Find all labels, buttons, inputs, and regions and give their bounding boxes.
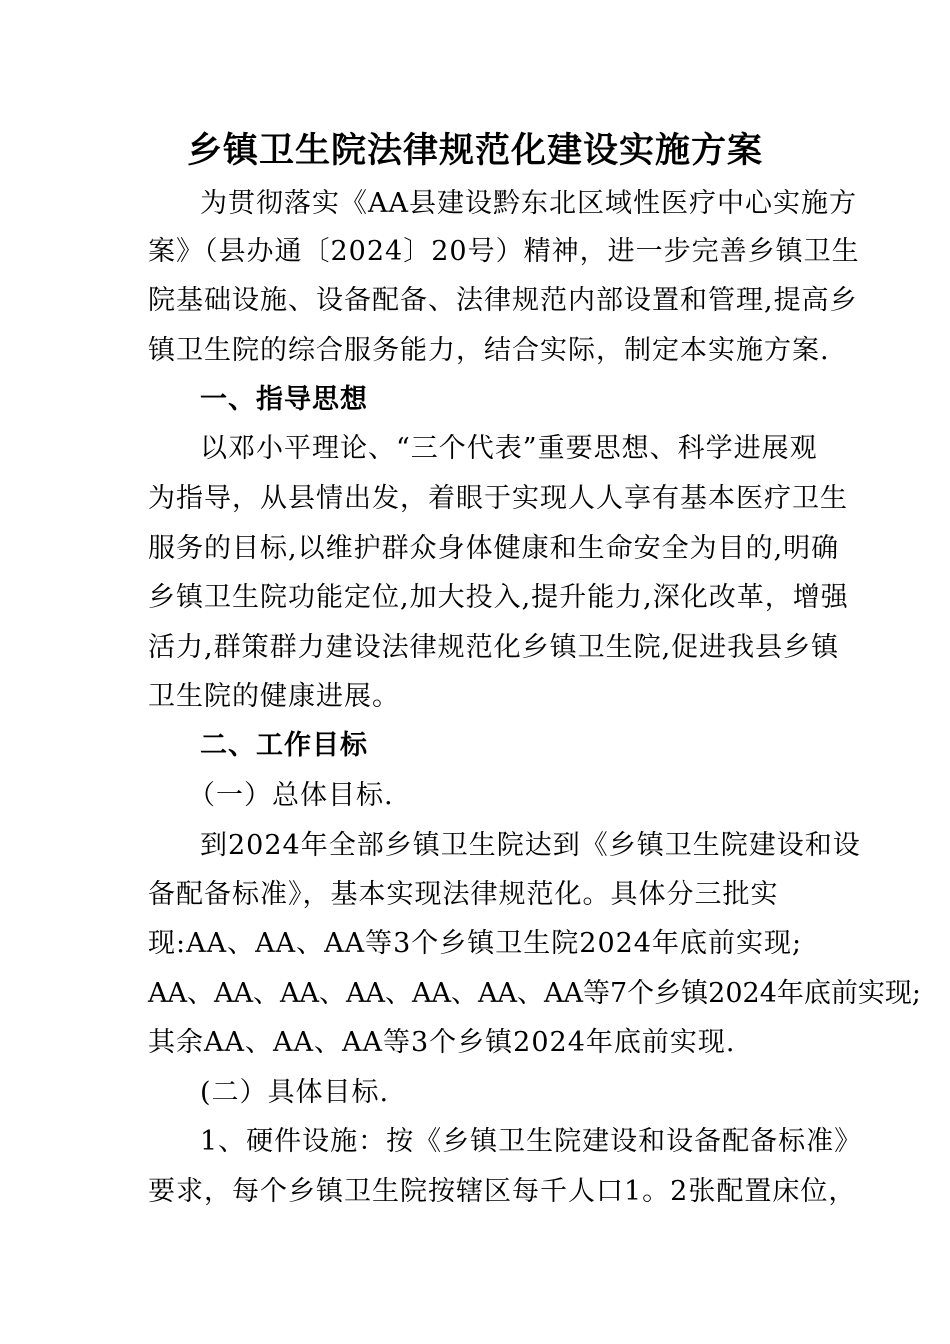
paragraph-line: 现:AA、AA、AA等3个乡镇卫生院2024年底前实现; bbox=[148, 928, 803, 959]
paragraph-line: 1、硬件设施：按《乡镇卫生院建设和设备配备标准》 bbox=[200, 1126, 863, 1157]
section-heading: 二、工作目标 bbox=[200, 730, 368, 761]
paragraph-line: 镇卫生院的综合服务能力，结合实际，制定本实施方案. bbox=[148, 335, 830, 366]
document-title: 乡镇卫生院法律规范化建设实施方案 bbox=[186, 131, 763, 171]
paragraph-line: 为贯彻落实《AA县建设黔东北区域性医疗中心实施方 bbox=[200, 188, 857, 219]
paragraph-line: 服务的目标,以维护群众身体健康和生命安全为目的,明确 bbox=[148, 533, 840, 564]
paragraph-line: 活力,群策群力建设法律规范化乡镇卫生院,促进我县乡镇 bbox=[148, 632, 840, 663]
paragraph-line: 乡镇卫生院功能定位,加大投入,提升能力,深化改革，增强 bbox=[148, 582, 849, 613]
paragraph-line: 到2024年全部乡镇卫生院达到《乡镇卫生院建设和设 bbox=[200, 830, 861, 861]
paragraph-line: 为指导，从县情出发，着眼于实现人人享有基本医疗卫生 bbox=[148, 483, 848, 514]
section-heading: 一、指导思想 bbox=[200, 384, 368, 415]
paragraph-line: 卫生院的健康进展。 bbox=[148, 681, 400, 712]
paragraph-line: AA、AA、AA、AA、AA、AA、AA等7个乡镇2024年底前实现; bbox=[148, 978, 921, 1009]
paragraph-line: 其余AA、AA、AA等3个乡镇2024年底前实现. bbox=[148, 1027, 736, 1058]
subsection-heading: （一）总体目标. bbox=[188, 780, 394, 811]
paragraph-line: 以邓小平理论、“三个代表”重要思想、科学进展观 bbox=[200, 433, 818, 464]
paragraph-line: 院基础设施、设备配备、法律规范内部设置和管理,提高乡 bbox=[148, 285, 858, 316]
paragraph-line: 案》（县办通〔2024〕20号）精神，进一步完善乡镇卫生 bbox=[148, 236, 860, 267]
subsection-heading: (二）具体目标. bbox=[200, 1077, 390, 1108]
paragraph-line: 要求，每个乡镇卫生院按辖区每千人口1。2张配置床位， bbox=[148, 1176, 857, 1207]
paragraph-line: 备配备标准》，基本实现法律规范化。具体分三批实 bbox=[148, 879, 779, 910]
